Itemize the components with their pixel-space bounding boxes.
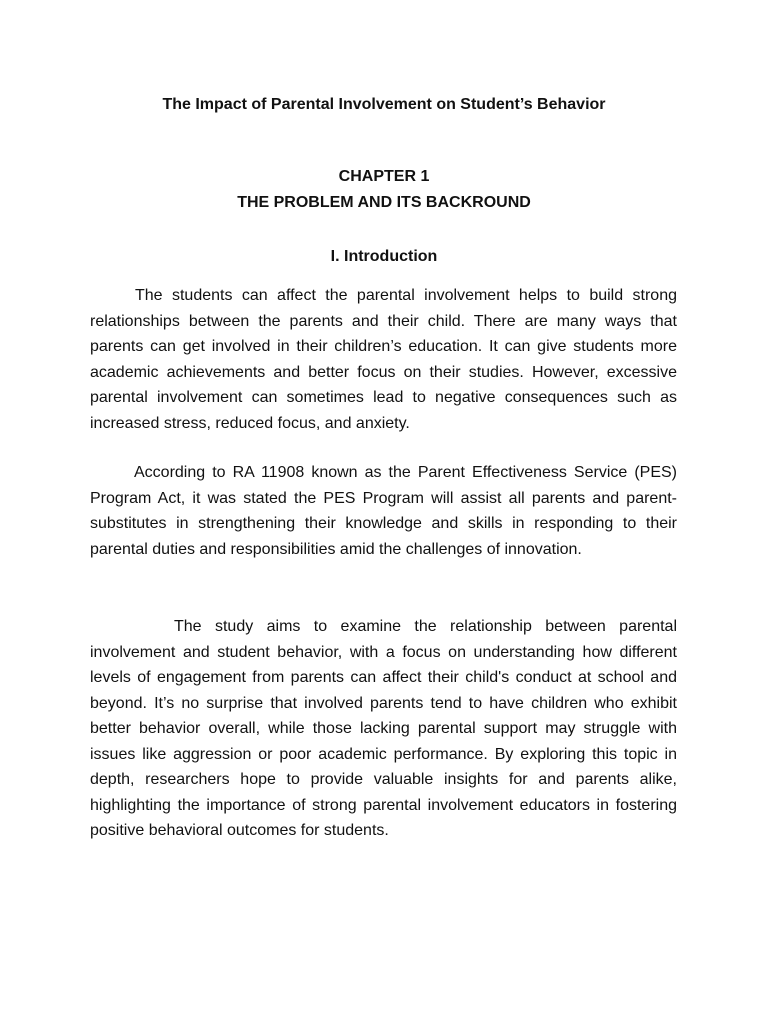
intro-paragraph-3: The study aims to examine the relationship between parental involvement and student behavior, with a focus on understanding how different levels of engagement from parents can affect their child's conduct at school and beyond. It’s no surprise that involved parents tend to have children who exhibit better behavior overall, while those lacking parental support may struggle with issues like aggression or poor academic performance. By exploring this topic in depth, researchers hope to provide valuable insights for and parents alike, highlighting the importance of strong parental involvement educators in fostering positive behavioral outcomes for students.	[90, 618, 677, 839]
document-title: The Impact of Parental Involvement on Student’s Behavior	[162, 96, 606, 113]
chapter-label: CHAPTER 1	[338, 168, 430, 185]
intro-paragraph-1: The students can affect the parental involvement helps to build strong relationships between the parents and their child. There are many ways that parents can get involved in their children’s education. It can give students more academic achievements and better focus on their studies. However, excessive parental involvement can sometimes lead to negative consequences such as increased stress, reduced focus, and anxiety.	[90, 287, 677, 432]
chapter-title: THE PROBLEM AND ITS BACKROUND	[237, 194, 531, 211]
section-heading: I. Introduction	[330, 248, 438, 265]
intro-paragraph-2: According to RA 11908 known as the Parent Effectiveness Service (PES) Program Act, it was stated the PES Program will assist all parents and parent-substitutes in strengthening their knowledge and skills in responding to their parental duties and responsibilities amid the challenges of innovation.	[90, 464, 677, 558]
